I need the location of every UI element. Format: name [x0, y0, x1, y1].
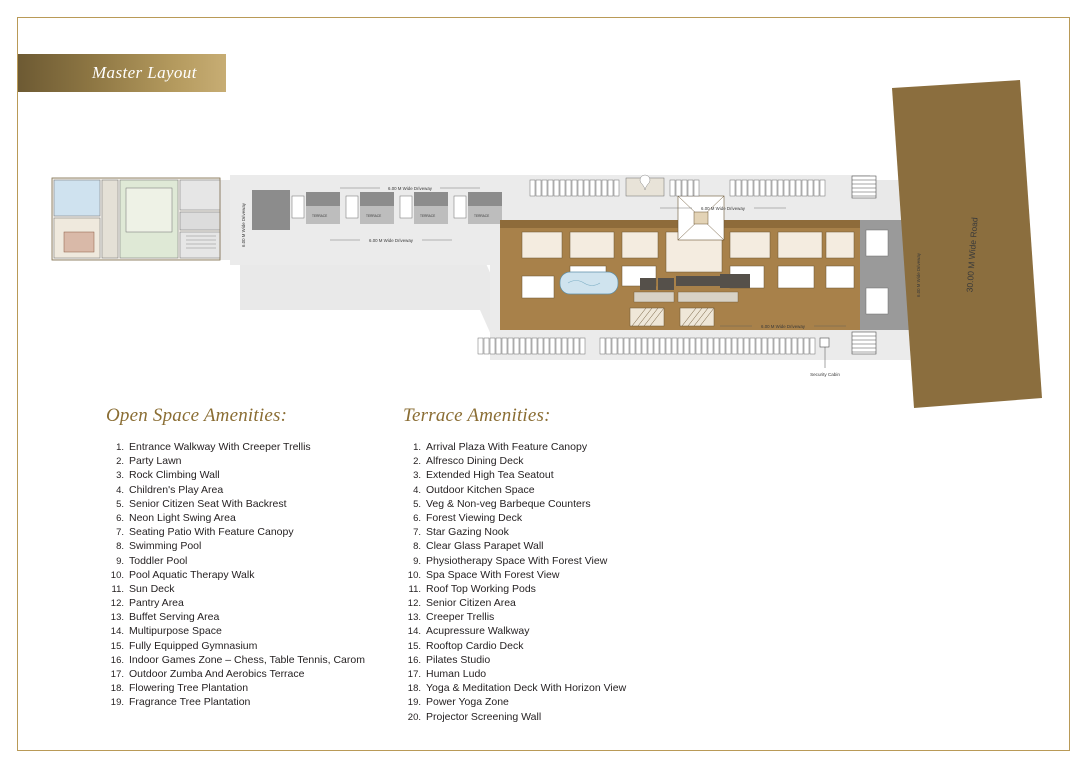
terrace-amenities-column [401, 405, 731, 725]
list-item: Senior Citizen Seat With Backrest [129, 497, 287, 510]
list-item: Projector Screening Wall [426, 710, 542, 723]
list-item: Acupressure Walkway [426, 625, 530, 638]
list-item: Outdoor Kitchen Space [426, 483, 535, 496]
list-item: Clear Glass Parapet Wall [426, 540, 544, 553]
swimming-pool [560, 272, 618, 294]
list-item: Seating Patio With Feature Canopy [129, 526, 294, 539]
list-item: Extended High Tea Seatout [426, 469, 554, 482]
list-item: Entrance Walkway With Creeper Trellis [129, 441, 311, 453]
road-label: 30.00 M Wide Road [964, 216, 980, 293]
security-cabin-label: Security Cabin [810, 372, 840, 377]
clubhouse-block [52, 178, 220, 260]
list-item: Party Lawn [129, 455, 182, 468]
list-item: Flowering Tree Plantation [129, 682, 249, 695]
open-space-amenities-list [104, 441, 394, 710]
wide-road-band [892, 80, 1042, 408]
central-core [678, 196, 724, 240]
list-item: Rock Climbing Wall [129, 469, 220, 482]
list-item: Senior Citizen Area [426, 597, 516, 610]
list-item: Outdoor Zumba And Aerobics Terrace [129, 668, 305, 680]
list-item: Pilates Studio [426, 653, 491, 666]
terrace-label: TERRACE [420, 214, 436, 218]
list-item: Swimming Pool [129, 540, 202, 553]
list-item: Rooftop Cardio Deck [426, 639, 524, 652]
parking-bays-upper [530, 180, 825, 196]
page-title: Master Layout [92, 63, 197, 82]
parking-bays-lower [478, 338, 815, 354]
list-item: Star Gazing Nook [426, 526, 509, 539]
list-item: Forest Viewing Deck [426, 511, 523, 524]
driveway-label: 6.00 M Wide Driveway [761, 324, 805, 329]
list-item: Pantry Area [129, 597, 184, 610]
driveway-label: 6.00 M Wide Driveway [701, 206, 745, 211]
list-item: Neon Light Swing Area [129, 511, 236, 524]
list-item: Toddler Pool [129, 554, 188, 567]
terrace-label: TERRACE [312, 214, 328, 218]
list-item: Alfresco Dining Deck [426, 455, 524, 468]
driveway-label: 6.00 M Wide Driveway [369, 238, 413, 243]
open-space-amenities-column [104, 405, 394, 711]
list-item: Creeper Trellis [426, 611, 495, 624]
list-item: Indoor Games Zone – Chess, Table Tennis, Carom [129, 653, 365, 666]
list-item: Pool Aquatic Therapy Walk [129, 568, 255, 581]
list-item: Physiotherapy Space With Forest View [426, 554, 608, 567]
driveway-label: 6.00 M Wide Driveway [388, 186, 432, 191]
list-item: Arrival Plaza With Feature Canopy [426, 441, 588, 453]
list-item: Yoga & Meditation Deck With Horizon View [426, 682, 627, 695]
terrace-label: TERRACE [474, 214, 490, 218]
list-item: Fully Equipped Gymnasium [129, 639, 258, 652]
list-item: Roof Top Working Pods [426, 582, 536, 595]
list-item: Multipurpose Space [129, 625, 222, 638]
terrace-amenities-list [401, 441, 731, 724]
list-item: Veg & Non-veg Barbeque Counters [426, 497, 591, 510]
entry-canopy [626, 175, 664, 196]
terrace-amenities-heading: Terrace Amenities: [403, 405, 551, 426]
driveway-label: 6.00 M Wide Driveway [916, 253, 921, 297]
driveway-label: 6.00 M Wide Driveway [241, 203, 246, 247]
list-item: Buffet Serving Area [129, 611, 220, 624]
list-item: Power Yoga Zone [426, 696, 509, 709]
list-item: Fragrance Tree Plantation [129, 696, 251, 709]
list-item: Human Ludo [426, 668, 487, 680]
list-item: Sun Deck [129, 582, 175, 595]
site-plan-drawing [30, 80, 1060, 410]
list-item: Children's Play Area [129, 483, 224, 496]
terrace-label: TERRACE [366, 214, 382, 218]
list-item: Spa Space With Forest View [426, 568, 560, 581]
open-space-amenities-heading: Open Space Amenities: [106, 405, 288, 426]
